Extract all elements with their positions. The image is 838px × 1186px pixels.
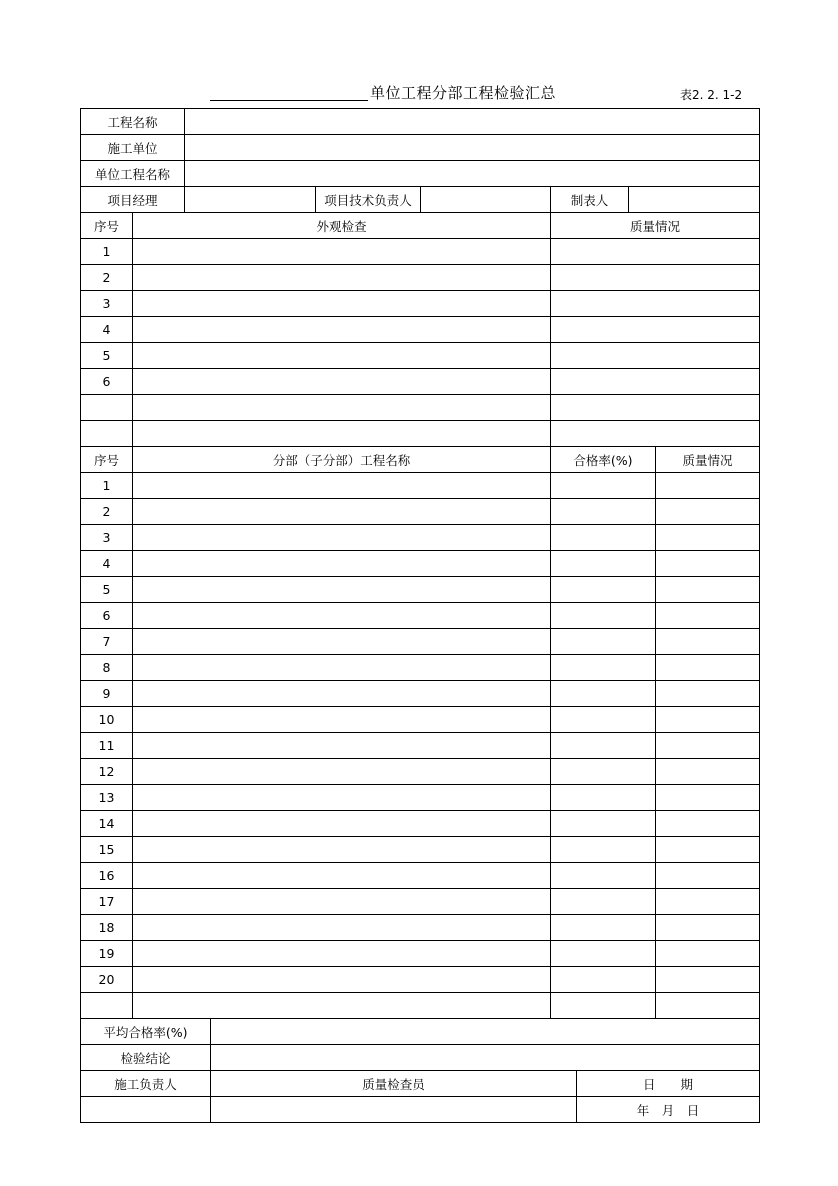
subdivision-seq-cell: 20 bbox=[81, 967, 133, 993]
subdivision-row bbox=[81, 499, 760, 525]
subdivision-seq-header: 序号 bbox=[81, 447, 133, 473]
subdivision-quality-cell[interactable] bbox=[656, 577, 760, 603]
signature-row bbox=[81, 1097, 760, 1123]
subdivision-pass-rate-cell[interactable] bbox=[551, 967, 656, 993]
subdivision-quality-cell[interactable] bbox=[656, 629, 760, 655]
subdivision-name-cell[interactable] bbox=[133, 941, 551, 967]
subdivision-name-cell[interactable] bbox=[133, 967, 551, 993]
appearance-seq-cell bbox=[81, 421, 133, 447]
subdivision-name-cell[interactable] bbox=[133, 473, 551, 499]
subdivision-name-cell[interactable] bbox=[133, 655, 551, 681]
appearance-row bbox=[81, 291, 760, 317]
date-label: 日 期 bbox=[577, 1071, 760, 1097]
subdivision-pass-rate-cell[interactable] bbox=[551, 941, 656, 967]
subdivision-name-cell[interactable] bbox=[133, 733, 551, 759]
subdivision-quality-cell[interactable] bbox=[656, 863, 760, 889]
subdivision-row bbox=[81, 681, 760, 707]
subdivision-row bbox=[81, 915, 760, 941]
subdivision-row bbox=[81, 889, 760, 915]
subdivision-quality-cell[interactable] bbox=[656, 551, 760, 577]
subdivision-name-header: 分部（子分部）工程名称 bbox=[133, 447, 551, 473]
project-name-row bbox=[81, 109, 760, 135]
subdivision-seq-cell: 9 bbox=[81, 681, 133, 707]
appearance-seq-cell: 2 bbox=[81, 265, 133, 291]
subdivision-quality-cell[interactable] bbox=[656, 759, 760, 785]
subdivision-row bbox=[81, 967, 760, 993]
subdivision-quality-cell[interactable] bbox=[656, 837, 760, 863]
appearance-row bbox=[81, 395, 760, 421]
subdivision-name-cell[interactable] bbox=[133, 707, 551, 733]
personnel-row bbox=[81, 187, 760, 213]
appearance-seq-cell: 6 bbox=[81, 369, 133, 395]
appearance-check-cell[interactable] bbox=[133, 369, 551, 395]
tabulator-label: 制表人 bbox=[551, 187, 629, 213]
subdivision-pass-rate-header: 合格率(%) bbox=[551, 447, 656, 473]
construction-unit-field[interactable] bbox=[185, 135, 760, 161]
inspector-label: 质量检查员 bbox=[211, 1071, 577, 1097]
conclusion-label: 检验结论 bbox=[81, 1045, 211, 1071]
subdivision-row bbox=[81, 551, 760, 577]
subdivision-quality-header: 质量情况 bbox=[656, 447, 760, 473]
subdivision-seq-cell: 7 bbox=[81, 629, 133, 655]
appearance-row bbox=[81, 317, 760, 343]
technical-lead-field[interactable] bbox=[421, 187, 551, 213]
subdivision-pass-rate-cell[interactable] bbox=[551, 603, 656, 629]
appearance-check-cell[interactable] bbox=[133, 343, 551, 369]
unit-project-name-row bbox=[81, 161, 760, 187]
title-blank-line[interactable] bbox=[210, 100, 368, 101]
construction-lead-label: 施工负责人 bbox=[81, 1071, 211, 1097]
subdivision-seq-cell: 12 bbox=[81, 759, 133, 785]
subdivision-seq-cell: 5 bbox=[81, 577, 133, 603]
project-name-field[interactable] bbox=[185, 109, 760, 135]
subdivision-name-cell[interactable] bbox=[133, 577, 551, 603]
subdivision-quality-cell[interactable] bbox=[656, 473, 760, 499]
subdivision-pass-rate-cell[interactable] bbox=[551, 785, 656, 811]
technical-lead-label: 项目技术负责人 bbox=[316, 187, 421, 213]
subdivision-seq-cell: 3 bbox=[81, 525, 133, 551]
avg-pass-rate-field[interactable] bbox=[211, 1019, 760, 1045]
subdivision-name-cell[interactable] bbox=[133, 629, 551, 655]
subdivision-seq-cell: 14 bbox=[81, 811, 133, 837]
project-manager-label: 项目经理 bbox=[81, 187, 185, 213]
appearance-header-row bbox=[81, 213, 760, 239]
appearance-row bbox=[81, 265, 760, 291]
appearance-check-cell[interactable] bbox=[133, 291, 551, 317]
subdivision-row bbox=[81, 759, 760, 785]
appearance-seq-cell: 4 bbox=[81, 317, 133, 343]
subdivision-row bbox=[81, 525, 760, 551]
project-info-table bbox=[80, 108, 760, 213]
subdivision-pass-rate-cell[interactable] bbox=[551, 681, 656, 707]
form-header bbox=[80, 80, 760, 102]
subdivision-pass-rate-cell[interactable] bbox=[551, 577, 656, 603]
subdivision-seq-cell: 4 bbox=[81, 551, 133, 577]
subdivision-section bbox=[81, 447, 760, 1019]
subdivision-seq-cell: 15 bbox=[81, 837, 133, 863]
subdivision-quality-cell[interactable] bbox=[656, 733, 760, 759]
appearance-quality-cell[interactable] bbox=[551, 369, 760, 395]
subdivision-row bbox=[81, 941, 760, 967]
subdivision-quality-cell[interactable] bbox=[656, 681, 760, 707]
subdivision-row bbox=[81, 707, 760, 733]
subdivision-row bbox=[81, 837, 760, 863]
subdivision-header-row bbox=[81, 447, 760, 473]
appearance-row bbox=[81, 343, 760, 369]
appearance-seq-header: 序号 bbox=[81, 213, 133, 239]
subdivision-seq-cell: 6 bbox=[81, 603, 133, 629]
unit-project-name-label: 单位工程名称 bbox=[81, 161, 185, 187]
subdivision-quality-cell[interactable] bbox=[656, 499, 760, 525]
subdivision-seq-cell bbox=[81, 993, 133, 1019]
appearance-seq-cell: 3 bbox=[81, 291, 133, 317]
subdivision-name-cell[interactable] bbox=[133, 551, 551, 577]
subdivision-name-cell[interactable] bbox=[133, 811, 551, 837]
appearance-check-cell[interactable] bbox=[133, 395, 551, 421]
construction-unit-row bbox=[81, 135, 760, 161]
subdivision-seq-cell: 2 bbox=[81, 499, 133, 525]
subdivision-quality-cell[interactable] bbox=[656, 811, 760, 837]
subdivision-name-cell[interactable] bbox=[133, 993, 551, 1019]
appearance-quality-cell[interactable] bbox=[551, 291, 760, 317]
subdivision-seq-cell: 17 bbox=[81, 889, 133, 915]
subdivision-quality-cell[interactable] bbox=[656, 707, 760, 733]
subdivision-seq-cell: 16 bbox=[81, 863, 133, 889]
appearance-quality-cell[interactable] bbox=[551, 317, 760, 343]
appearance-quality-cell[interactable] bbox=[551, 343, 760, 369]
inspection-table bbox=[80, 212, 760, 1019]
subdivision-pass-rate-cell[interactable] bbox=[551, 915, 656, 941]
subdivision-pass-rate-cell[interactable] bbox=[551, 889, 656, 915]
subdivision-quality-cell[interactable] bbox=[656, 785, 760, 811]
subdivision-name-cell[interactable] bbox=[133, 499, 551, 525]
subdivision-row bbox=[81, 863, 760, 889]
subdivision-row bbox=[81, 473, 760, 499]
subdivision-pass-rate-cell[interactable] bbox=[551, 473, 656, 499]
subdivision-row bbox=[81, 811, 760, 837]
subdivision-pass-rate-cell[interactable] bbox=[551, 707, 656, 733]
appearance-quality-cell[interactable] bbox=[551, 239, 760, 265]
construction-unit-label: 施工单位 bbox=[81, 135, 185, 161]
date-field[interactable]: 年 月 日 bbox=[577, 1097, 760, 1123]
subdivision-seq-cell: 8 bbox=[81, 655, 133, 681]
subdivision-pass-rate-cell[interactable] bbox=[551, 551, 656, 577]
appearance-check-cell[interactable] bbox=[133, 421, 551, 447]
subdivision-pass-rate-cell[interactable] bbox=[551, 811, 656, 837]
subdivision-seq-cell: 11 bbox=[81, 733, 133, 759]
subdivision-name-cell[interactable] bbox=[133, 525, 551, 551]
subdivision-pass-rate-cell[interactable] bbox=[551, 655, 656, 681]
appearance-quality-cell[interactable] bbox=[551, 395, 760, 421]
subdivision-name-cell[interactable] bbox=[133, 785, 551, 811]
subdivision-pass-rate-cell[interactable] bbox=[551, 629, 656, 655]
appearance-quality-cell[interactable] bbox=[551, 421, 760, 447]
project-name-label: 工程名称 bbox=[81, 109, 185, 135]
conclusion-row bbox=[81, 1045, 760, 1071]
subdivision-pass-rate-cell[interactable] bbox=[551, 733, 656, 759]
subdivision-pass-rate-cell[interactable] bbox=[551, 499, 656, 525]
subdivision-pass-rate-cell[interactable] bbox=[551, 525, 656, 551]
subdivision-name-cell[interactable] bbox=[133, 863, 551, 889]
appearance-seq-cell: 5 bbox=[81, 343, 133, 369]
tabulator-field[interactable] bbox=[629, 187, 760, 213]
appearance-quality-cell[interactable] bbox=[551, 265, 760, 291]
subdivision-name-cell[interactable] bbox=[133, 681, 551, 707]
appearance-section bbox=[81, 213, 760, 447]
conclusion-field[interactable] bbox=[211, 1045, 760, 1071]
subdivision-name-cell[interactable] bbox=[133, 759, 551, 785]
subdivision-row bbox=[81, 629, 760, 655]
appearance-check-cell[interactable] bbox=[133, 239, 551, 265]
subdivision-name-cell[interactable] bbox=[133, 837, 551, 863]
unit-project-name-field[interactable] bbox=[185, 161, 760, 187]
subdivision-seq-cell: 10 bbox=[81, 707, 133, 733]
subdivision-row bbox=[81, 785, 760, 811]
subdivision-quality-cell[interactable] bbox=[656, 967, 760, 993]
appearance-quality-header: 质量情况 bbox=[551, 213, 760, 239]
avg-pass-rate-label: 平均合格率(%) bbox=[81, 1019, 211, 1045]
subdivision-pass-rate-cell[interactable] bbox=[551, 759, 656, 785]
subdivision-name-cell[interactable] bbox=[133, 603, 551, 629]
appearance-check-cell[interactable] bbox=[133, 265, 551, 291]
appearance-row bbox=[81, 239, 760, 265]
project-manager-field[interactable] bbox=[185, 187, 316, 213]
subdivision-quality-cell[interactable] bbox=[656, 525, 760, 551]
construction-lead-signature[interactable] bbox=[81, 1097, 211, 1123]
form-title: 单位工程分部工程检验汇总 bbox=[370, 84, 557, 102]
appearance-check-header: 外观检查 bbox=[133, 213, 551, 239]
subdivision-name-cell[interactable] bbox=[133, 889, 551, 915]
subdivision-row bbox=[81, 993, 760, 1019]
subdivision-pass-rate-cell[interactable] bbox=[551, 837, 656, 863]
subdivision-quality-cell[interactable] bbox=[656, 941, 760, 967]
avg-pass-rate-row bbox=[81, 1019, 760, 1045]
summary-table bbox=[80, 1018, 760, 1123]
subdivision-seq-cell: 18 bbox=[81, 915, 133, 941]
appearance-seq-cell: 1 bbox=[81, 239, 133, 265]
subdivision-name-cell[interactable] bbox=[133, 915, 551, 941]
subdivision-seq-cell: 13 bbox=[81, 785, 133, 811]
inspector-signature[interactable] bbox=[211, 1097, 577, 1123]
subdivision-row bbox=[81, 655, 760, 681]
subdivision-quality-cell[interactable] bbox=[656, 889, 760, 915]
subdivision-quality-cell[interactable] bbox=[656, 603, 760, 629]
subdivision-row bbox=[81, 577, 760, 603]
subdivision-row bbox=[81, 733, 760, 759]
subdivision-seq-cell: 1 bbox=[81, 473, 133, 499]
subdivision-seq-cell: 19 bbox=[81, 941, 133, 967]
subdivision-row bbox=[81, 603, 760, 629]
subdivision-pass-rate-cell[interactable] bbox=[551, 993, 656, 1019]
appearance-row bbox=[81, 421, 760, 447]
form-code: 表2. 2. 1-2 bbox=[680, 88, 743, 102]
subdivision-quality-cell[interactable] bbox=[656, 993, 760, 1019]
appearance-row bbox=[81, 369, 760, 395]
subdivision-quality-cell[interactable] bbox=[656, 915, 760, 941]
appearance-seq-cell bbox=[81, 395, 133, 421]
appearance-check-cell[interactable] bbox=[133, 317, 551, 343]
subdivision-quality-cell[interactable] bbox=[656, 655, 760, 681]
signature-header-row bbox=[81, 1071, 760, 1097]
subdivision-pass-rate-cell[interactable] bbox=[551, 863, 656, 889]
